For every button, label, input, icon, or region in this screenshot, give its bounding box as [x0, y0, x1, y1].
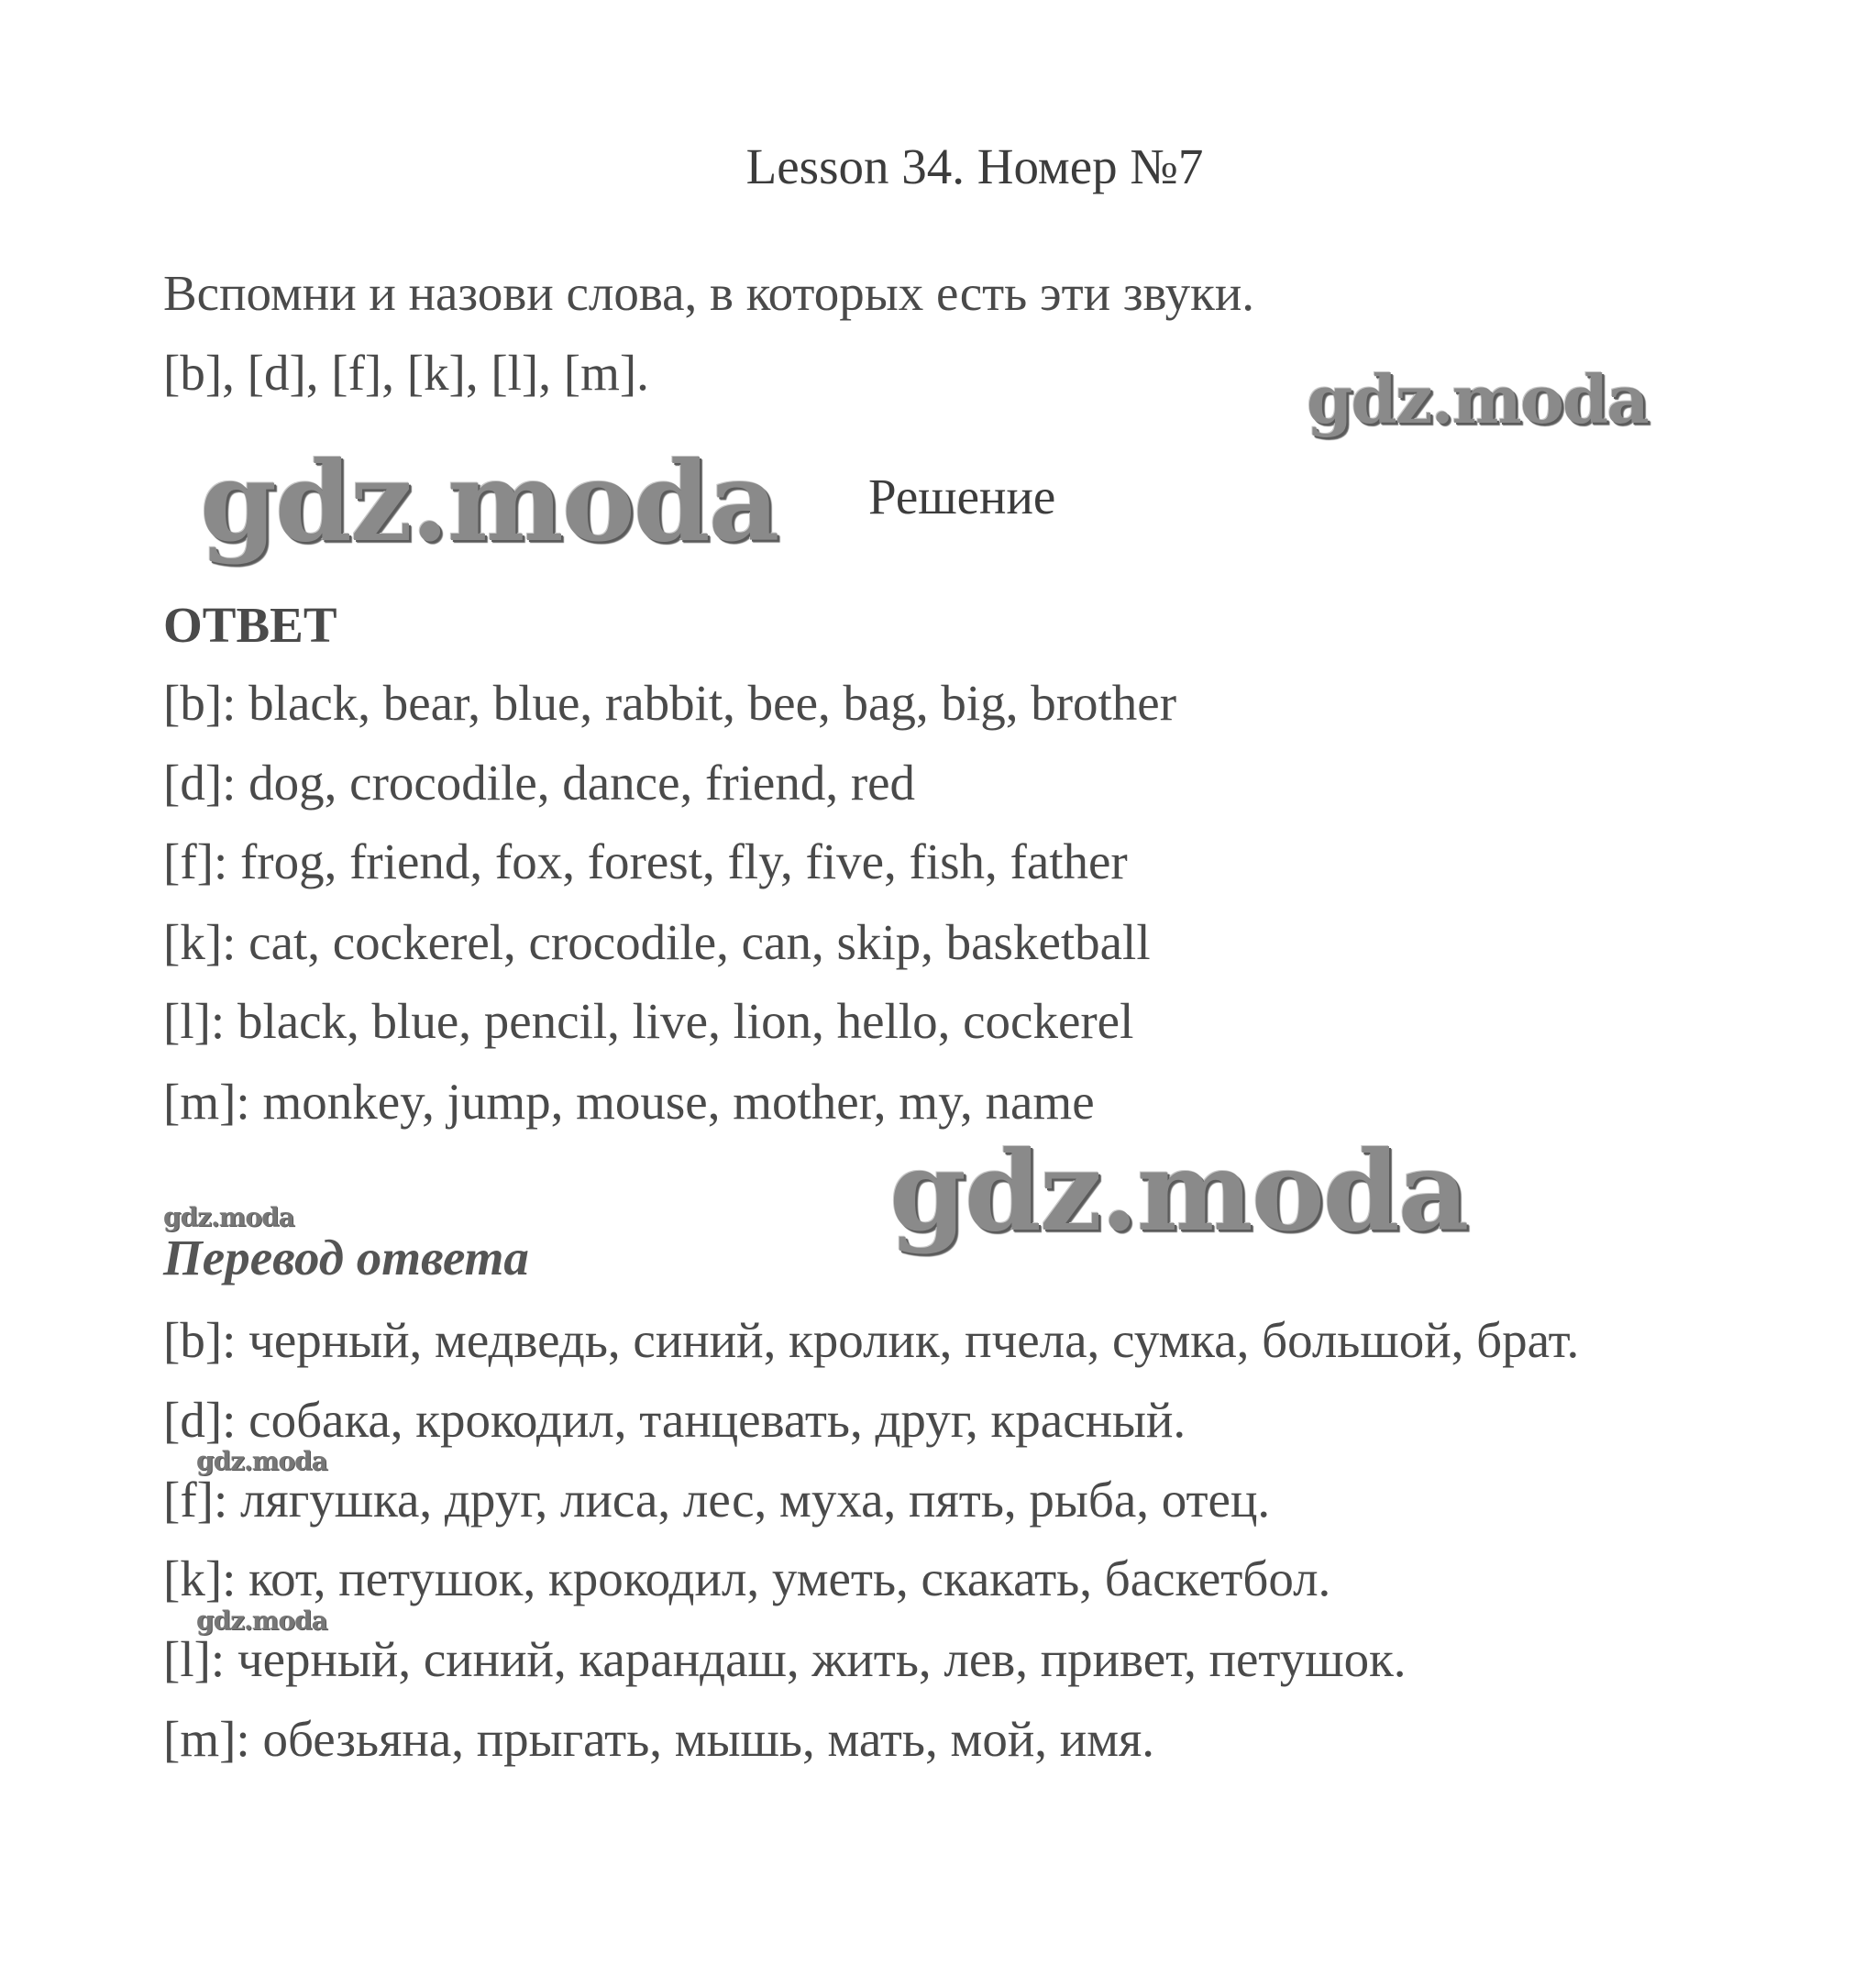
task-sounds: [b], [d], [f], [k], [l], [m].: [163, 345, 649, 401]
answer-line-l: [l]: black, blue, pencil, live, lion, hello, cockerel: [163, 993, 1134, 1049]
task-instruction: Вспомни и назови слова, в которых есть эти звуки.: [163, 265, 1255, 321]
translation-line-d: [d]: собака, крокодил, танцевать, друг, красный.: [163, 1392, 1186, 1448]
translation-line-k: [k]: кот, петушок, крокодил, уметь, скакать, баскетбол.: [163, 1550, 1331, 1606]
watermark-logo: gdz.moda: [200, 437, 778, 567]
page-title: Lesson 34. Номер №7: [745, 138, 1204, 194]
translation-heading: Перевод ответа: [163, 1230, 529, 1285]
answer-line-k: [k]: cat, cockerel, crocodile, can, skip, basketball: [163, 914, 1151, 970]
solution-label: Решение: [868, 469, 1056, 524]
watermark-logo: gdz.moda: [196, 1605, 327, 1636]
answer-heading: ОТВЕТ: [163, 597, 337, 653]
answer-line-b: [b]: black, bear, blue, rabbit, bee, bag, big, brother: [163, 675, 1177, 731]
answer-line-m: [m]: monkey, jump, mouse, mother, my, name: [163, 1074, 1095, 1130]
watermark-logo: gdz.moda: [196, 1446, 327, 1476]
answer-line-f: [f]: frog, friend, fox, forest, fly, five, fish, father: [163, 833, 1128, 889]
watermark-logo: gdz.moda: [1307, 360, 1648, 438]
answer-line-d: [d]: dog, crocodile, dance, friend, red: [163, 755, 916, 811]
translation-line-l: [l]: черный, синий, карандаш, жить, лев, привет, петушок.: [163, 1631, 1407, 1687]
translation-line-f: [f]: лягушка, друг, лиса, лес, муха, пять, рыба, отец.: [163, 1472, 1271, 1528]
watermark-logo: gdz.moda: [163, 1202, 294, 1232]
translation-line-b: [b]: черный, медведь, синий, кролик, пчела, сумка, большой, брат.: [163, 1312, 1580, 1368]
translation-line-m: [m]: обезьяна, прыгать, мышь, мать, мой, имя.: [163, 1711, 1155, 1767]
watermark-logo: gdz.moda: [889, 1127, 1468, 1256]
